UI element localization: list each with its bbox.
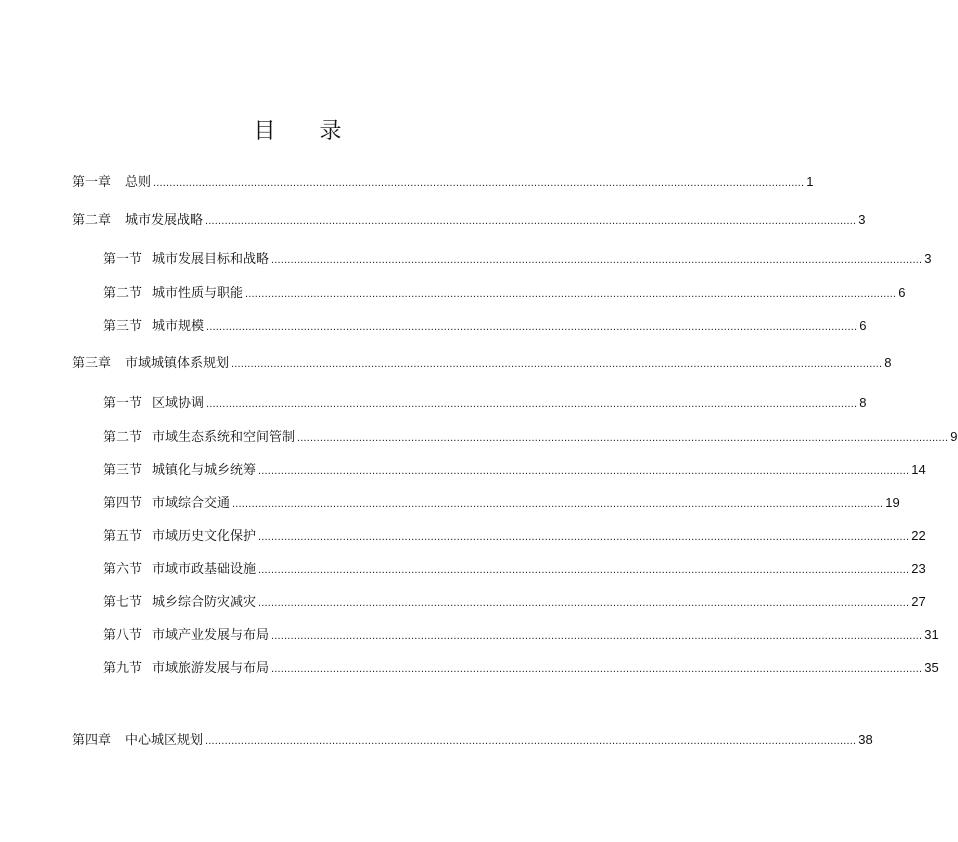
toc-entry-label: 城市规模 — [152, 319, 205, 334]
toc-entry[interactable] — [103, 428, 958, 446]
toc-entry[interactable] — [103, 593, 926, 611]
toc-entry-number: 第二章 — [72, 213, 112, 228]
toc-entry-page: 35 — [924, 660, 939, 675]
toc-entry-number: 第五节 — [103, 529, 143, 544]
toc-entry-number: 第九节 — [103, 661, 143, 676]
toc-entry-page: 8 — [884, 355, 892, 370]
toc-entry-page: 3 — [858, 212, 866, 227]
toc-entry[interactable] — [103, 626, 939, 644]
toc-entry-number: 第四章 — [72, 733, 112, 748]
toc-leader-dots: ........................................................................................................................................................................................................ — [245, 288, 897, 300]
toc-entry-number: 第二节 — [103, 430, 143, 445]
toc-leader-dots: ........................................................................................................................................................................................................ — [205, 735, 857, 747]
toc-entry[interactable] — [103, 560, 926, 578]
toc-leader-dots: ........................................................................................................................................................................................................ — [297, 432, 949, 444]
toc-entry-number: 第三节 — [103, 319, 143, 334]
toc-entry[interactable] — [103, 317, 867, 335]
toc-leader-dots: ........................................................................................................................................................................................................ — [205, 215, 857, 227]
toc-leader-dots: ........................................................................................................................................................................................................ — [258, 531, 910, 543]
toc-leader-dots: ........................................................................................................................................................................................................ — [231, 358, 883, 370]
toc-leader-dots: ........................................................................................................................................................................................................ — [206, 398, 858, 410]
toc-entry-number: 第四节 — [103, 496, 143, 511]
toc-leader-dots: ........................................................................................................................................................................................................ — [271, 254, 923, 266]
toc-leader-dots: ........................................................................................................................................................................................................ — [232, 498, 884, 510]
toc-entry-label: 城乡综合防灾减灾 — [152, 595, 257, 610]
toc-entry-page: 38 — [858, 732, 873, 747]
toc-entry[interactable] — [72, 173, 814, 191]
toc-entry-page: 8 — [859, 395, 867, 410]
toc-entry-page: 31 — [924, 627, 939, 642]
page-title-char-2: 录 — [319, 119, 342, 144]
toc-entry-number: 第八节 — [103, 628, 143, 643]
toc-entry-number: 第一节 — [103, 252, 143, 267]
toc-entry-label: 城市性质与职能 — [152, 286, 244, 301]
toc-entry-number: 第二节 — [103, 286, 143, 301]
toc-entry-label: 市域产业发展与布局 — [152, 628, 270, 643]
toc-entry-label: 市域市政基础设施 — [152, 562, 257, 577]
toc-entry-number: 第六节 — [103, 562, 143, 577]
toc-entry-label: 区域协调 — [152, 396, 205, 411]
toc-entry[interactable] — [103, 659, 939, 677]
page-title — [0, 114, 595, 145]
toc-leader-dots: ........................................................................................................................................................................................................ — [271, 630, 923, 642]
toc-entry-page: 6 — [898, 285, 906, 300]
toc-leader-dots: ........................................................................................................................................................................................................ — [206, 321, 858, 333]
toc-leader-dots: ........................................................................................................................................................................................................ — [258, 564, 910, 576]
page-title-char-1: 目 — [253, 119, 276, 144]
toc-entry-label: 市域旅游发展与布局 — [152, 661, 270, 676]
toc-entry[interactable] — [103, 284, 906, 302]
toc-entry-page: 27 — [911, 594, 926, 609]
toc-entry-page: 19 — [885, 495, 900, 510]
toc-entry[interactable] — [72, 731, 873, 749]
toc-entry-page: 1 — [806, 174, 814, 189]
toc-entry[interactable] — [72, 211, 866, 229]
toc-entry-label: 总则 — [125, 175, 152, 190]
toc-entry-number: 第一节 — [103, 396, 143, 411]
toc-entry-label: 市域城镇体系规划 — [125, 356, 230, 371]
toc-entry-number: 第一章 — [72, 175, 112, 190]
toc-leader-dots: ........................................................................................................................................................................................................ — [271, 663, 923, 675]
toc-entry-page: 22 — [911, 528, 926, 543]
toc-entry-label: 城市发展目标和战略 — [152, 252, 270, 267]
toc-entry-label: 中心城区规划 — [125, 733, 204, 748]
toc-entry-page: 3 — [924, 251, 932, 266]
toc-entry-page: 6 — [859, 318, 867, 333]
toc-entry-number: 第三章 — [72, 356, 112, 371]
toc-entry-number: 第七节 — [103, 595, 143, 610]
toc-entry-label: 市域综合交通 — [152, 496, 231, 511]
toc-entry-number: 第三节 — [103, 463, 143, 478]
toc-entry-label: 城市发展战略 — [125, 213, 204, 228]
toc-entry-page: 23 — [911, 561, 926, 576]
toc-entry-label: 市域历史文化保护 — [152, 529, 257, 544]
toc-entry-page: 9 — [950, 429, 958, 444]
toc-leader-dots: ........................................................................................................................................................................................................ — [258, 597, 910, 609]
toc-leader-dots: ........................................................................................................................................................................................................ — [258, 465, 910, 477]
toc-entry[interactable] — [103, 527, 926, 545]
toc-entry[interactable] — [72, 354, 892, 372]
toc-entry-label: 城镇化与城乡统筹 — [152, 463, 257, 478]
toc-entry-label: 市域生态系统和空间管制 — [152, 430, 296, 445]
toc-leader-dots: ........................................................................................................................................................................................................ — [153, 177, 805, 189]
toc-entry[interactable] — [103, 250, 932, 268]
toc-entry[interactable] — [103, 494, 900, 512]
toc-entry[interactable] — [103, 394, 867, 412]
toc-entry-page: 14 — [911, 462, 926, 477]
toc-entry[interactable] — [103, 461, 926, 479]
